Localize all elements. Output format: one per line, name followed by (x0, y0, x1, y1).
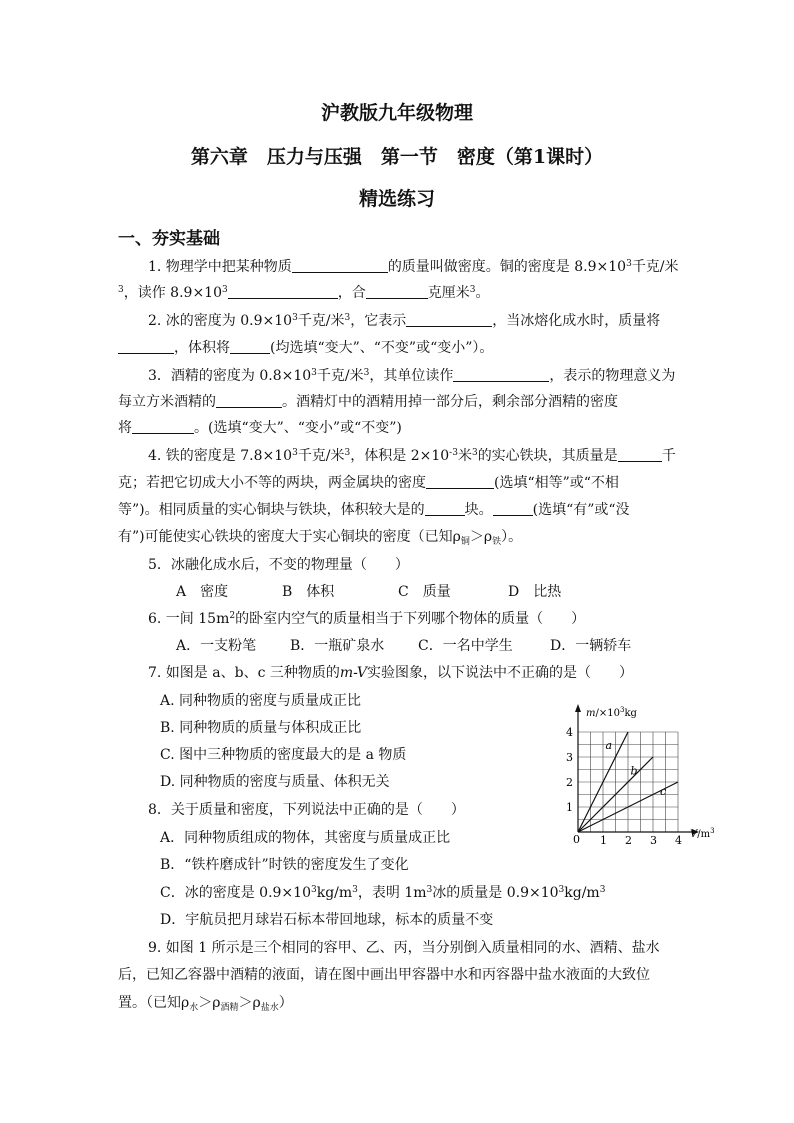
y-axis-label: $m/\times 10^3kg$ (586, 706, 637, 719)
q8-option-b[interactable]: B．“铁杵磨成针”时铁的密度发生了变化 (160, 857, 409, 873)
answer-blank[interactable] (118, 339, 174, 354)
q5-stem: 5．冰融化成水后，不变的物理量（ ） (148, 557, 409, 573)
section-heading: 一、夯实基础 (118, 229, 220, 249)
series-label-a: a (605, 738, 613, 752)
q8-option-a[interactable]: A．同种物质组成的物体，其密度与质量成正比 (160, 830, 451, 846)
q8-option-c[interactable]: C．冰的密度是 $0.9\times 10^3kg/m^3$，表明 $1m^3$冰的质量是 $0.9\times 10^3kg/m^3$ (160, 885, 606, 901)
answer-blank[interactable] (453, 367, 549, 382)
q1-line2: $^3$，读作 $8.9\times 10^3$ ，合 克厘米$^3$。 (118, 285, 490, 301)
answer-blank[interactable] (292, 258, 388, 273)
answer-blank[interactable] (132, 419, 194, 434)
q9-line1: 9. 如图 1 所示是三个相同的容甲、乙、丙，当分别倒入质量相同的水、酒精、盐水 (148, 940, 660, 956)
q5-option-a[interactable]: A 密度 (176, 584, 229, 600)
q2-line1: 2. 冰的密度为 $0.9\times 10^3$千克/米$^3$，它表示 ，当冰熔化成水时，质量将 (148, 313, 661, 329)
answer-blank[interactable] (216, 393, 282, 408)
q4-line1: 4. 铁的密度是 $7.8\times 10^3$千克/米$^3$，体积是 $2\times 10^{-3}$米$^3$的实心铁块，其质量是 千 (148, 448, 676, 464)
q9-line3: 置。（已知$\rho_水>\rho_{酒精}>\rho_{盐水}$） (118, 995, 293, 1013)
q4-line3: 等”)。相同质量的实心铜块与铁块，体积较大是的 块。 (选填“有”或“没 (118, 502, 630, 518)
chapter-title: 第六章 压力与压强 第一节 密度（第1课时） (190, 146, 604, 168)
origin-label: 0 (573, 833, 580, 846)
answer-blank[interactable] (366, 284, 428, 299)
q6-option-b[interactable]: B．一瓶矿泉水 (290, 638, 385, 654)
y-tick-label: 2 (566, 776, 573, 789)
x-axis-label: $V/m^3$ (690, 827, 715, 840)
answer-blank[interactable] (493, 501, 533, 516)
q9-line2: 后，已知乙容器中酒精的液面，请在图中画出甲容器中水和丙容器中盐水液面的大致位 (118, 967, 650, 983)
q5-option-d[interactable]: D 比热 (508, 584, 562, 600)
q7-option-a[interactable]: A. 同种物质的密度与质量成正比 (160, 693, 362, 709)
answer-blank[interactable] (426, 474, 494, 489)
q6-option-a[interactable]: A．一支粉笔 (176, 638, 257, 654)
q7-option-c[interactable]: C. 图中三种物质的密度最大的是 a 物质 (160, 747, 407, 763)
series-label-c: c (660, 784, 667, 798)
y-tick-label: 1 (566, 801, 573, 814)
q3-line3: 将 。(选填“变大”、“变小”或“不变”) (118, 420, 402, 436)
answer-blank[interactable] (230, 339, 270, 354)
q7-stem: 7. 如图是 a、b、c 三种物质的m-V实验图象，以下说法中不正确的是（ ） (148, 665, 633, 681)
q6-stem: 6. 一间 $15m^2$的卧室内空气的质量相当于下列哪个物体的质量（ ） (148, 611, 586, 627)
page-title: 沪教版九年级物理 (320, 102, 473, 124)
q3-line1: 3．酒精的密度为 $0.8\times 10^3$千克/米$^3$，其单位读作 ，表示的物理意义为 (148, 368, 676, 384)
q5-option-b[interactable]: B 体积 (282, 584, 335, 600)
q8-option-d[interactable]: D．宇航员把月球岩石标本带回地球，标本的质量不变 (160, 912, 494, 928)
answer-blank[interactable] (618, 447, 662, 462)
x-tick-label: 1 (600, 834, 607, 847)
y-tick-label: 3 (566, 751, 573, 764)
q7-option-d[interactable]: D. 同种物质的密度与质量、体积无关 (160, 774, 390, 790)
answer-blank[interactable] (406, 312, 492, 327)
q5-option-c[interactable]: C 质量 (398, 584, 451, 600)
answer-blank[interactable] (228, 284, 338, 299)
q7-option-b[interactable]: B. 同种物质的质量与体积成正比 (160, 720, 362, 736)
series-label-b: b (630, 764, 638, 778)
answer-blank[interactable] (425, 501, 465, 516)
q3-line2: 每立方米酒精的 。酒精灯中的酒精用掉一部分后，剩余部分酒精的密度 (118, 394, 618, 410)
x-tick-label: 4 (675, 834, 682, 847)
subtitle: 精选练习 (358, 188, 435, 210)
q2-line2: ，体积将 (均选填“变大”、“不变”或“变小”）。 (118, 338, 493, 358)
x-tick-label: 2 (625, 834, 632, 847)
q6-option-c[interactable]: C．一名中学生 (418, 638, 513, 654)
q4-line4: 有”)可能使实心铁块的密度大于实心铜块的密度（已知$\rho_铜>\rho_铁$）。 (118, 529, 523, 547)
q8-stem: 8．关于质量和密度，下列说法中正确的是（ ） (148, 802, 465, 818)
q6-option-d[interactable]: D．一辆轿车 (550, 638, 632, 654)
q1-line1: 1. 物理学中把某种物质 的质量叫做密度。铜的密度是 $8.9\times 10^3$千克/米 (148, 259, 679, 275)
mv-chart (562, 700, 732, 850)
y-tick-label: 4 (566, 726, 573, 739)
y-axis-arrow (575, 704, 581, 712)
x-tick-label: 3 (650, 834, 657, 847)
q4-line2: 克；若把它切成大小不等的两块，两金属块的密度 (选填“相等”或“不相 (118, 475, 619, 491)
